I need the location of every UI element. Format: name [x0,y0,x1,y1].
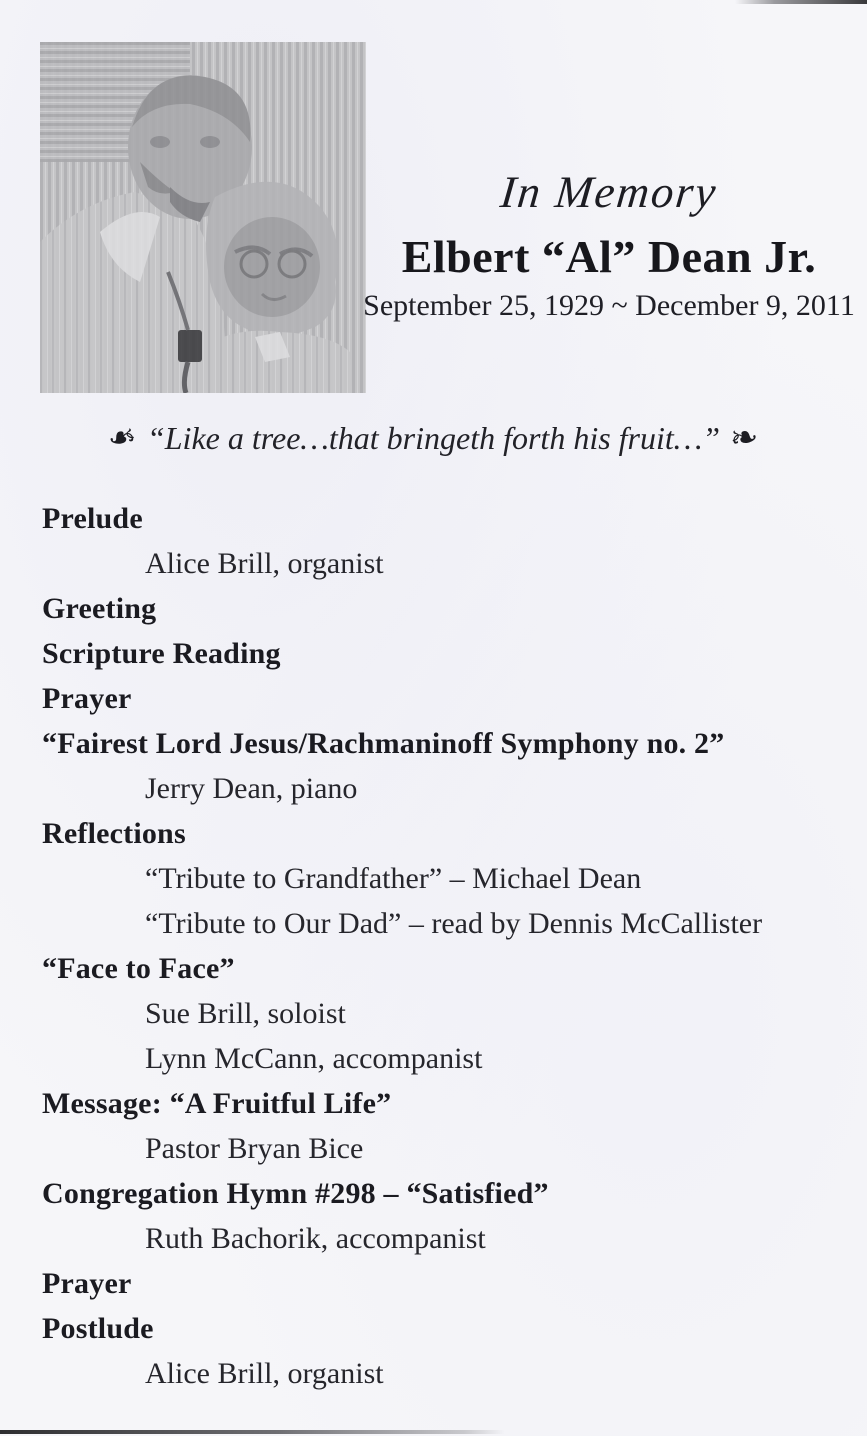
program-item-title: Reflections [42,817,186,850]
program-subitem: Pastor Bryan Bice [145,1132,364,1165]
fleuron-right-icon: ❧ [728,418,761,458]
program-subitem: Ruth Bachorik, accompanist [145,1222,486,1255]
program-item-title: Prayer [42,1267,132,1300]
program-subitem: Lynn McCann, accompanist [145,1042,483,1075]
program-subitem: “Tribute to Our Dad” – read by Dennis McCallister [145,907,763,940]
program-subitem: Alice Brill, organist [145,1357,384,1390]
program-item-title: Prayer [42,682,132,715]
program-item-title: “Face to Face” [42,952,235,985]
scanner-edge-artifact-top [735,0,867,4]
program-item-title: Message: “A Fruitful Life” [42,1087,392,1120]
memorial-header [358,166,860,323]
scanner-edge-artifact-bottom [0,1430,505,1434]
couple-photo-illustration [40,42,366,393]
program-item-title: Congregation Hymn #298 – “Satisfied” [42,1177,549,1210]
scripture-quote-row [0,417,867,459]
program-subitem: Jerry Dean, piano [145,772,358,805]
order-of-service-list [42,496,842,1396]
couple-photo [40,42,366,393]
program-subitem: Sue Brill, soloist [145,997,346,1030]
program-subitem: Alice Brill, organist [145,547,384,580]
program-subitem: “Tribute to Grandfather” – Michael Dean [145,862,642,895]
program-item-title: Scripture Reading [42,637,281,670]
in-memory-script-title: In Memory [498,167,720,217]
program-item-title: “Fairest Lord Jesus/Rachmaninoff Symphony no. 2” [42,727,725,760]
program-item-title: Prelude [42,502,143,535]
program-item-title: Postlude [42,1312,154,1345]
program-item-title: Greeting [42,592,157,625]
scripture-quote: “Like a tree…that bringeth forth his fruit…” [146,420,721,456]
fleuron-left-icon: ❧ [105,417,140,459]
deceased-name: Elbert “Al” Dean Jr. [401,231,817,282]
deceased-dates: September 25, 1929 ~ December 9, 2011 [363,289,855,322]
